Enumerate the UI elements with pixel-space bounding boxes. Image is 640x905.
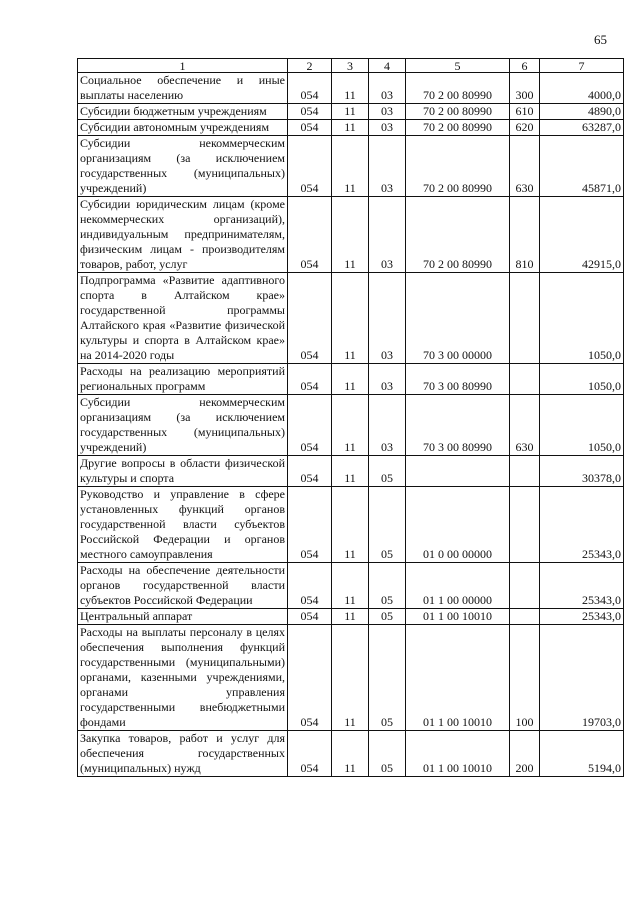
page-number: 65 <box>594 32 607 47</box>
row-expense-type <box>510 273 540 364</box>
row-ministry-code: 054 <box>288 197 332 273</box>
table-row <box>78 104 624 120</box>
row-name: Закупка товаров, работ и услуг для обеспечения государственных (муниципальных) нужд <box>78 731 288 777</box>
row-amount: 4000,0 <box>540 73 624 104</box>
header-row <box>78 59 624 73</box>
row-ministry-code: 054 <box>288 273 332 364</box>
row-ministry-code: 054 <box>288 73 332 104</box>
row-amount: 1050,0 <box>540 395 624 456</box>
row-expense-type: 620 <box>510 120 540 136</box>
row-amount: 1050,0 <box>540 273 624 364</box>
row-name: Центральный аппарат <box>78 609 288 625</box>
row-target-code: 70 3 00 80990 <box>406 364 510 395</box>
row-name: Субсидии юридическим лицам (кроме некоммерческих организаций), индивидуальным предпринимателям, физическим лицам - производителям товаров, работ, услуг <box>78 197 288 273</box>
table-row <box>78 563 624 609</box>
row-ministry-code: 054 <box>288 609 332 625</box>
header-col-6: 6 <box>510 59 540 73</box>
row-subsection-code: 03 <box>369 273 406 364</box>
row-target-code: 70 2 00 80990 <box>406 73 510 104</box>
row-section-code: 11 <box>332 120 369 136</box>
table-row <box>78 273 624 364</box>
row-amount: 4890,0 <box>540 104 624 120</box>
header-col-7: 7 <box>540 59 624 73</box>
header-col-3: 3 <box>332 59 369 73</box>
table-row <box>78 731 624 777</box>
row-subsection-code: 03 <box>369 73 406 104</box>
row-expense-type: 200 <box>510 731 540 777</box>
row-expense-type <box>510 487 540 563</box>
row-expense-type <box>510 563 540 609</box>
row-subsection-code: 05 <box>369 487 406 563</box>
row-amount: 25343,0 <box>540 487 624 563</box>
row-expense-type <box>510 364 540 395</box>
row-subsection-code: 03 <box>369 104 406 120</box>
row-name: Подпрограмма «Развитие адаптивного спорта в Алтайском крае» государственной программы Алтайского края «Развитие физической культуры и спорта в Алтайском крае» на 2014-2020 годы <box>78 273 288 364</box>
row-expense-type <box>510 456 540 487</box>
table-row <box>78 197 624 273</box>
row-subsection-code: 05 <box>369 731 406 777</box>
row-expense-type: 300 <box>510 73 540 104</box>
row-subsection-code: 03 <box>369 120 406 136</box>
row-expense-type: 100 <box>510 625 540 731</box>
row-target-code: 01 1 00 10010 <box>406 625 510 731</box>
row-target-code <box>406 456 510 487</box>
table-row <box>78 73 624 104</box>
row-section-code: 11 <box>332 197 369 273</box>
row-amount: 1050,0 <box>540 364 624 395</box>
header-col-4: 4 <box>369 59 406 73</box>
table-row <box>78 120 624 136</box>
row-target-code: 70 2 00 80990 <box>406 136 510 197</box>
row-amount: 19703,0 <box>540 625 624 731</box>
row-amount: 25343,0 <box>540 563 624 609</box>
row-subsection-code: 05 <box>369 609 406 625</box>
row-subsection-code: 03 <box>369 197 406 273</box>
row-section-code: 11 <box>332 487 369 563</box>
table-row <box>78 136 624 197</box>
row-amount: 42915,0 <box>540 197 624 273</box>
row-expense-type <box>510 609 540 625</box>
row-expense-type: 630 <box>510 395 540 456</box>
row-expense-type: 630 <box>510 136 540 197</box>
row-amount: 63287,0 <box>540 120 624 136</box>
row-expense-type: 610 <box>510 104 540 120</box>
row-amount: 25343,0 <box>540 609 624 625</box>
row-section-code: 11 <box>332 625 369 731</box>
row-name: Расходы на обеспечение деятельности органов государственной власти субъектов Российской Федерации <box>78 563 288 609</box>
row-name: Субсидии автономным учреждениям <box>78 120 288 136</box>
row-amount: 45871,0 <box>540 136 624 197</box>
row-ministry-code: 054 <box>288 364 332 395</box>
row-name: Субсидии бюджетным учреждениям <box>78 104 288 120</box>
row-ministry-code: 054 <box>288 456 332 487</box>
table-row <box>78 625 624 731</box>
row-section-code: 11 <box>332 364 369 395</box>
row-target-code: 70 3 00 80990 <box>406 395 510 456</box>
row-section-code: 11 <box>332 563 369 609</box>
header-col-5: 5 <box>406 59 510 73</box>
row-ministry-code: 054 <box>288 563 332 609</box>
row-name: Расходы на выплаты персоналу в целях обеспечения выполнения функций государственными (муниципальными) органами, казенными учреждениями, органами управления государственными внебюджетными фондами <box>78 625 288 731</box>
row-section-code: 11 <box>332 104 369 120</box>
row-target-code: 01 1 00 00000 <box>406 563 510 609</box>
row-amount: 30378,0 <box>540 456 624 487</box>
row-ministry-code: 054 <box>288 625 332 731</box>
row-expense-type: 810 <box>510 197 540 273</box>
row-name: Другие вопросы в области физической культуры и спорта <box>78 456 288 487</box>
row-target-code: 01 1 00 10010 <box>406 609 510 625</box>
row-name: Субсидии некоммерческим организациям (за исключением государственных (муниципальных) учреждений) <box>78 136 288 197</box>
row-subsection-code: 03 <box>369 136 406 197</box>
row-section-code: 11 <box>332 73 369 104</box>
row-section-code: 11 <box>332 136 369 197</box>
row-amount: 5194,0 <box>540 731 624 777</box>
header-col-1: 1 <box>78 59 288 73</box>
row-ministry-code: 054 <box>288 731 332 777</box>
row-ministry-code: 054 <box>288 104 332 120</box>
header-col-2: 2 <box>288 59 332 73</box>
row-target-code: 70 2 00 80990 <box>406 120 510 136</box>
row-ministry-code: 054 <box>288 136 332 197</box>
table-body <box>78 73 624 777</box>
table-row <box>78 609 624 625</box>
row-section-code: 11 <box>332 609 369 625</box>
row-subsection-code: 03 <box>369 395 406 456</box>
row-ministry-code: 054 <box>288 487 332 563</box>
row-target-code: 70 3 00 00000 <box>406 273 510 364</box>
table-row <box>78 364 624 395</box>
row-section-code: 11 <box>332 395 369 456</box>
row-name: Руководство и управление в сфере установленных функций органов государственной власти субъектов Российской Федерации и органов местного самоуправления <box>78 487 288 563</box>
row-subsection-code: 05 <box>369 456 406 487</box>
row-section-code: 11 <box>332 456 369 487</box>
table-row <box>78 395 624 456</box>
row-subsection-code: 05 <box>369 563 406 609</box>
row-section-code: 11 <box>332 273 369 364</box>
budget-table <box>77 58 624 777</box>
row-subsection-code: 03 <box>369 364 406 395</box>
row-name: Субсидии некоммерческим организациям (за исключением государственных (муниципальных) учреждений) <box>78 395 288 456</box>
row-name: Расходы на реализацию мероприятий региональных программ <box>78 364 288 395</box>
row-target-code: 70 2 00 80990 <box>406 197 510 273</box>
row-target-code: 01 0 00 00000 <box>406 487 510 563</box>
row-ministry-code: 054 <box>288 395 332 456</box>
row-section-code: 11 <box>332 731 369 777</box>
table-row <box>78 487 624 563</box>
row-target-code: 70 2 00 80990 <box>406 104 510 120</box>
table-row <box>78 456 624 487</box>
row-ministry-code: 054 <box>288 120 332 136</box>
row-subsection-code: 05 <box>369 625 406 731</box>
row-name: Социальное обеспечение и иные выплаты населению <box>78 73 288 104</box>
row-target-code: 01 1 00 10010 <box>406 731 510 777</box>
